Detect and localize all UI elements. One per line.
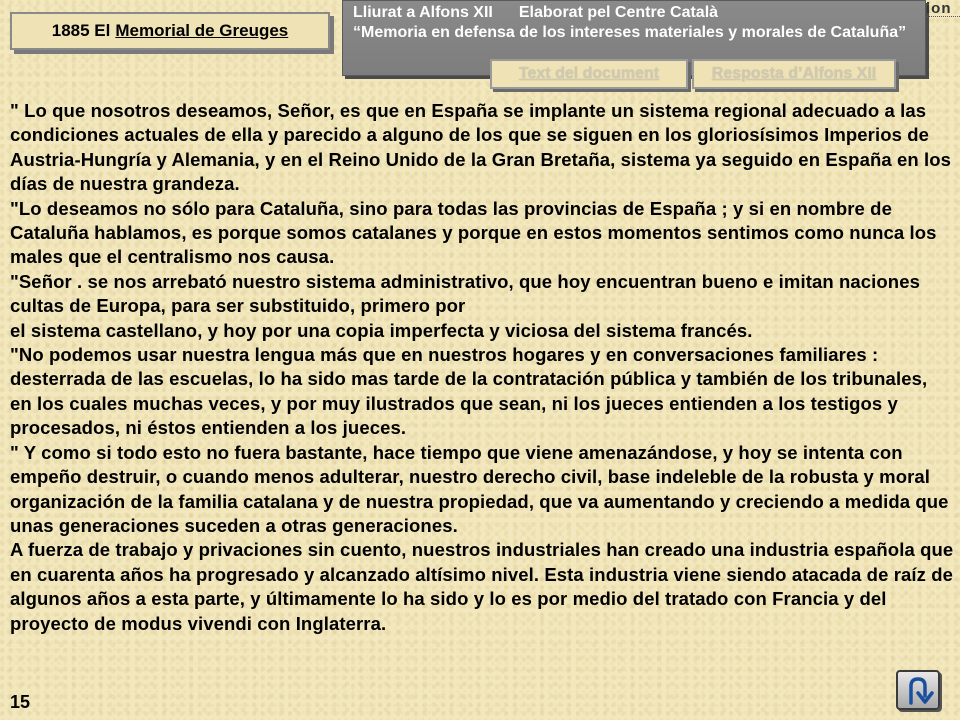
paragraph: "Lo deseamos no sólo para Cataluña, sino para todas las provincias de España ; y si en nombre de Cataluña hablamos, es porque somos catalanes y porque en estos momentos sentimos como nunca los males que el centralismo nos causa. [10, 197, 937, 268]
text-del-document-button[interactable]: Text del document [490, 59, 688, 89]
title-prefix: El [94, 21, 111, 40]
title-year: 1885 [51, 21, 90, 40]
memoria-quote: “Memoria en defensa de los intereses materiales y morales de Cataluña” [353, 24, 907, 41]
paragraph: " Lo que nosotros deseamos, Señor, es que en España se implante un sistema regional adecuado a las condiciones actuales de ella y parecido a alguno de los que se siguen en los gloriosísimos Imperios de Austria-Hungría y Alemania, y en el Reino Unido de la Gran Bretaña, sistema ya seguido en España en los días de nuestra grandeza. [10, 100, 952, 195]
page-title-box [10, 12, 330, 50]
paragraph: el sistema castellano, y hoy por una copia imperfecta y viciosa del sistema francés. [10, 319, 753, 341]
delivered-to-text: Lliurat a Alfons XII [353, 4, 493, 21]
resposta-alfons-button[interactable]: Resposta d’Alfons XII [692, 59, 896, 89]
logo [926, 0, 960, 22]
logo-text: ion [926, 0, 952, 17]
paragraph: A fuerza de trabajo y privaciones sin cuento, nuestros industriales han creado una industria española que en cuarenta años ha progresado y alcanzado altísimo nivel. Esta industria viene siendo atacada de raíz de algunos años a esta parte, y últimamente lo ha sido y lo es por medio del tratado con Francia y del proyecto de modus vivendi con Inglaterra. [10, 539, 954, 634]
paragraph: "Señor . se nos arrebató nuestro sistema administrativo, que hoy encuentran bueno e imitan naciones cultas de Europa, para ser substituido, primero por [10, 270, 920, 317]
memorial-de-greuges-link[interactable]: Memorial de Greuges [115, 21, 289, 40]
paragraph: " Y como si todo esto no fuera bastante, hace tiempo que viene amenazándose, y hoy se intenta con empeño destruir, o cuando menos adulterar, nuestro derecho civil, base indeleble de la robusta y moral organización de la familia catalana y de nuestra propiedad, que va aumentando y creciendo a medida que unas generaciones suceden a otras generaciones. [10, 441, 949, 536]
document-body [10, 99, 954, 636]
info-line [353, 3, 915, 23]
page-number: 15 [10, 692, 31, 712]
u-turn-arrow-icon [902, 674, 934, 706]
prepared-by-text: Elaborat pel Centre Català [518, 4, 719, 21]
paragraph: "No podemos usar nuestra lengua más que en nuestros hogares y en conversaciones familiares : desterrada de las escuelas, lo ha sido mas tarde de la contratación pública y también de los tribunales, en los cuales muchas veces, y por muy ilustrados que sean, ni los jueces entienden a los testigos y procesados, ni éstos entienden a los jueces. [10, 344, 928, 439]
back-button[interactable] [896, 670, 940, 710]
